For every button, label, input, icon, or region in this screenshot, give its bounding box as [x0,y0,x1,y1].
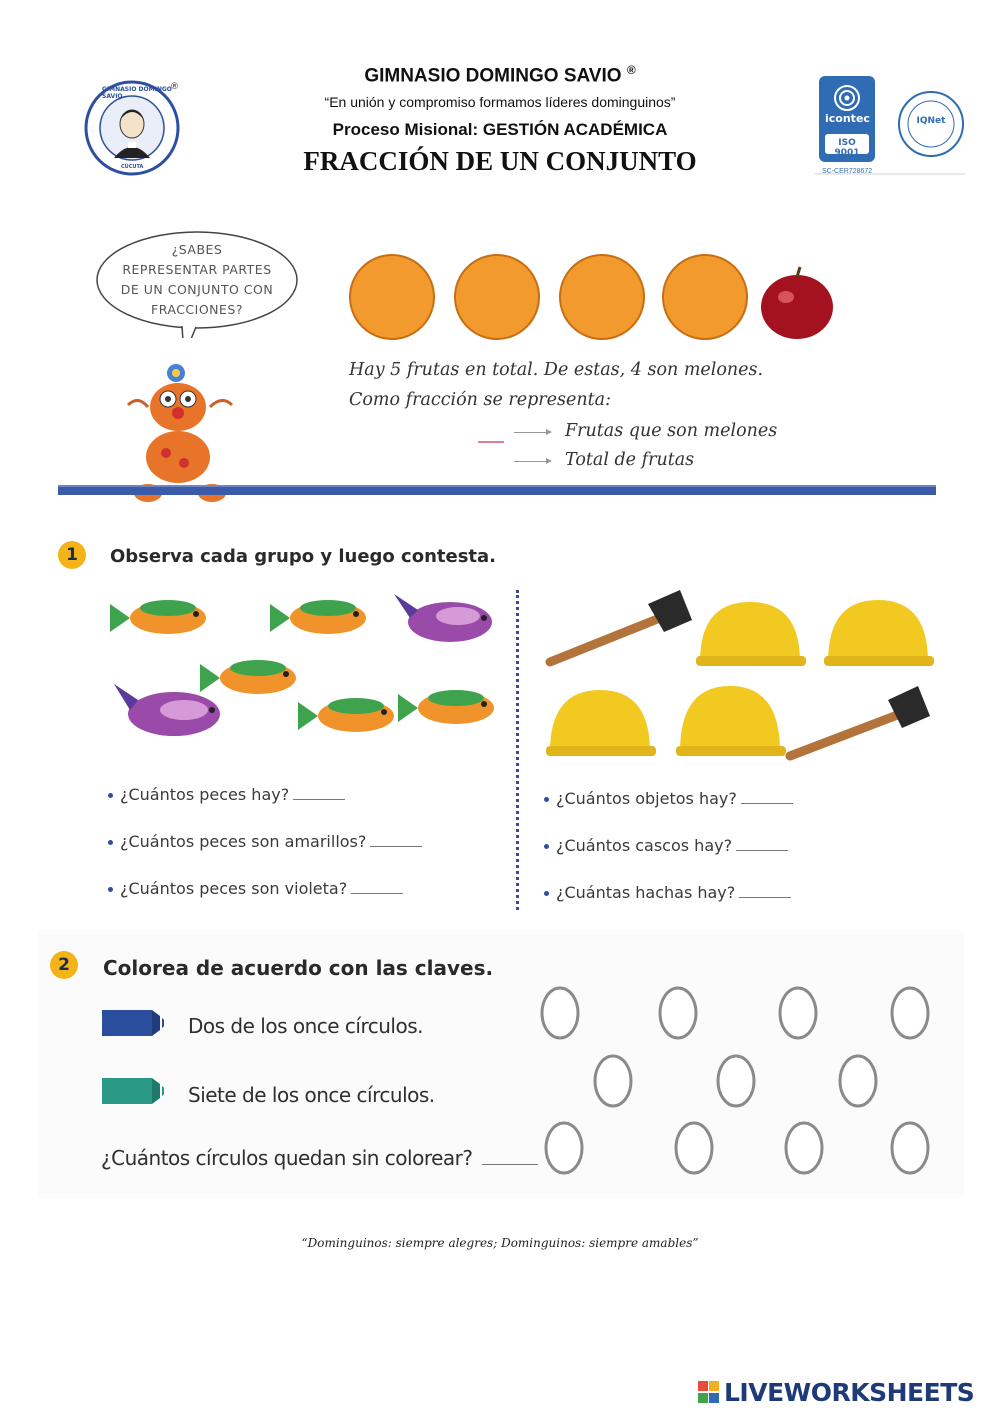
question-text: ¿Cuántos círculos quedan sin colorear? [101,1146,473,1170]
circle-to-color[interactable] [546,1123,582,1173]
answer-blank[interactable] [351,892,403,894]
circles-group [530,980,950,1185]
intro-line-1: Hay 5 frutas en total. De estas, 4 son melones. [349,360,764,380]
melon-icon [455,255,539,339]
melon-icon [663,255,747,339]
question-text: ¿Cuántos cascos hay? [556,836,733,855]
circle-to-color[interactable] [718,1056,754,1106]
melon-icon [350,255,434,339]
question-item [544,836,788,855]
school-motto: “En unión y compromiso formamos líderes dominguinos” [324,94,676,110]
logo-text-bottom: CÚCUTA [121,164,144,170]
question-text: ¿Cuántos peces son amarillos? [120,832,367,851]
fruit-row [342,245,842,345]
bubble-line: DE UN CONJUNTO CON [120,282,274,297]
arrow-icon [514,461,550,462]
circle-to-color[interactable] [595,1056,631,1106]
bullet-icon [544,844,549,849]
question-item [544,883,791,902]
certification-logos [815,76,967,181]
bullet-icon [108,840,113,845]
melon-icon [560,255,644,339]
tools-group [540,580,940,765]
circle-to-color[interactable] [892,1123,928,1173]
exercise-2-question [101,1146,538,1170]
exercise-1-title: Observa cada grupo y luego contesta. [110,546,497,567]
bubble-line: FRACCIONES? [151,302,243,317]
exercise-2-title: Colorea de acuerdo con las claves. [103,956,494,980]
bubble-line: ¿SABES [171,242,223,257]
page-title: FRACCIÓN DE UN CONJUNTO [303,146,697,176]
bullet-icon [544,891,549,896]
violet-fish-icon [394,594,492,642]
column-separator [516,590,519,910]
icontec-label: icontec [825,112,870,125]
circle-to-color[interactable] [840,1056,876,1106]
intro-line-2: Como fracción se representa: [349,390,611,410]
exercise-1-number: 1 [58,541,86,569]
process-label: Proceso Misional: GESTIÓN ACADÉMICA [332,120,668,139]
registered-mark: ® [626,63,636,77]
certificate-code: SC-CER728672 [822,168,873,175]
fish-group [108,580,500,760]
answer-blank[interactable] [741,802,793,804]
fraction-line [478,441,504,443]
answer-blank[interactable] [293,798,345,800]
liveworksheets-logo-icon [698,1381,720,1405]
question-text: ¿Cuántos peces hay? [120,785,290,804]
section-divider [58,485,936,495]
school-name-text: GIMNASIO DOMINGO SAVIO [364,65,622,87]
question-text: ¿Cuántas hachas hay? [556,883,736,902]
axe-icon [550,590,692,662]
arrow-icon [514,432,550,433]
yellow-fish-icon [298,698,394,732]
question-text: ¿Cuántos peces son violeta? [120,879,348,898]
green-crayon-icon [102,1074,164,1108]
yellow-fish-icon [200,660,296,694]
blue-crayon-icon [102,1006,164,1040]
violet-fish-icon [114,684,220,736]
circle-to-color[interactable] [780,988,816,1038]
bullet-icon [544,797,549,802]
liveworksheets-brand[interactable]: LIVEWORKSHEETS [724,1378,975,1407]
numerator-label: Frutas que son melones [565,421,778,441]
answer-blank[interactable] [736,849,788,851]
bullet-icon [108,793,113,798]
question-item [108,785,345,804]
logo-text-top: GIMNASIO DOMINGO SAVIO [102,86,172,100]
exercise-2-number: 2 [50,951,78,979]
denominator-label: Total de frutas [565,450,695,470]
helmet-icon [824,600,934,666]
answer-blank[interactable] [370,845,422,847]
key-blue-label: Dos de los once círculos. [188,1014,423,1038]
bubble-line: REPRESENTAR PARTES [122,262,272,277]
yellow-fish-icon [110,600,206,634]
yellow-fish-icon [270,600,366,634]
circle-to-color[interactable] [542,988,578,1038]
iso-label: ISO 9001 [834,138,860,158]
helmet-icon [696,602,806,666]
bullet-icon [108,887,113,892]
circle-to-color[interactable] [786,1123,822,1173]
question-item [108,879,403,898]
iqnet-label: IQNet [916,116,946,126]
axe-icon [790,686,930,756]
question-item [108,832,422,851]
bubble-text [103,240,291,320]
footer-quote: “Dominguinos: siempre alegres; Dominguinos: siempre amables” [301,1236,699,1250]
question-text: ¿Cuántos objetos hay? [556,789,737,808]
circle-to-color[interactable] [892,988,928,1038]
yellow-fish-icon [398,690,494,724]
circle-to-color[interactable] [676,1123,712,1173]
helmet-icon [676,686,786,756]
logo-registered-mark: ® [170,82,179,92]
answer-blank[interactable] [739,896,791,898]
apple-icon [761,267,833,339]
question-item [544,789,793,808]
helmet-icon [546,690,656,756]
circle-to-color[interactable] [660,988,696,1038]
key-green-label: Siete de los once círculos. [188,1083,435,1107]
